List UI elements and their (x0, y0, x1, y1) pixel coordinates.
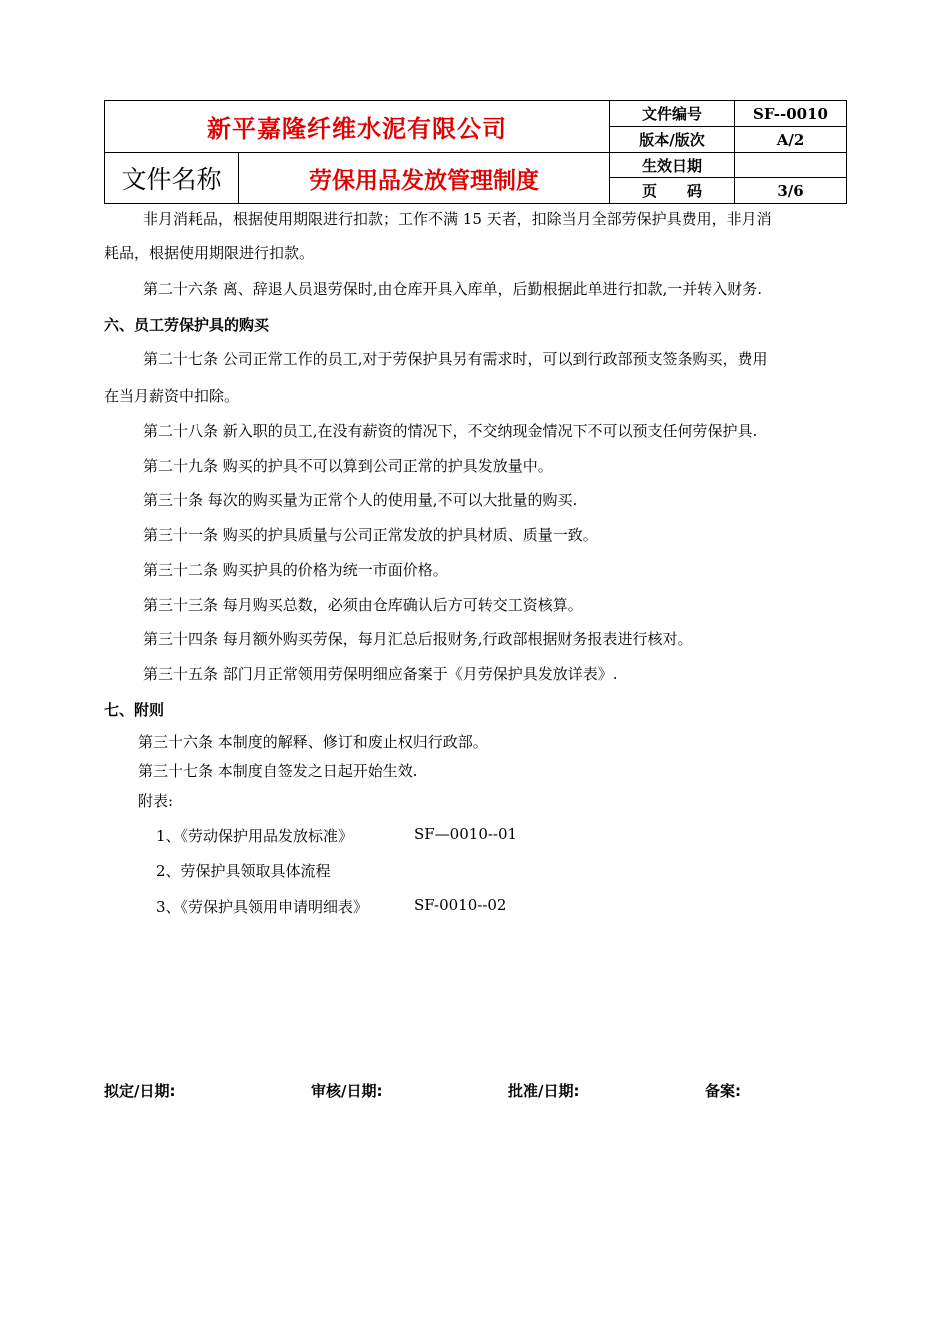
paragraph-line: 耗品，根据使用期限进行扣款。 (104, 244, 315, 262)
file-name-label-cell (105, 153, 239, 204)
appendix-item-code: SF-0010--02 (414, 896, 507, 914)
article-31: 第三十一条 购买的护具质量与公司正常发放的护具材质、质量一致。 (143, 526, 598, 544)
meta-key-version: 版本/版次 (639, 131, 705, 149)
meta-value-version: A/2 (776, 131, 805, 149)
meta-value-cell (735, 178, 847, 204)
company-name-cell (105, 101, 610, 153)
article-26: 第二十六条 离、辞退人员退劳保时,由仓库开具入库单，后勤根据此单进行扣款,一并转入财务. (143, 280, 763, 298)
article-29: 第二十九条 购买的护具不可以算到公司正常的护具发放量中。 (143, 457, 553, 475)
meta-key-cell (610, 153, 735, 178)
appendix-item-code: SF—0010--01 (414, 825, 518, 843)
file-name-label: 文件名称 (121, 165, 222, 194)
article-34: 第三十四条 每月额外购买劳保，每月汇总后报财务,行政部根据财务报表进行核对。 (143, 630, 693, 648)
meta-value-cell (735, 153, 847, 178)
article-27-line1: 第二十七条 公司正常工作的员工,对于劳保护具另有需求时，可以到行政部预支签条购买，费用 (143, 350, 768, 368)
meta-value-cell (735, 101, 847, 127)
article-37: 第三十七条 本制度自签发之日起开始生效. (138, 762, 418, 780)
article-27-line2: 在当月薪资中扣除。 (104, 387, 240, 405)
appendix-item-title: 2、劳保护具领取具体流程 (156, 862, 331, 880)
signature-record: 备案: (705, 1082, 741, 1100)
article-35: 第三十五条 部门月正常领用劳保明细应备案于《月劳保护具发放详表》. (143, 665, 618, 683)
meta-key-page: 页 码 (641, 182, 702, 200)
article-33: 第三十三条 每月购买总数，必须由仓库确认后方可转交工资核算。 (143, 596, 583, 614)
section-heading-7: 七、附则 (104, 701, 165, 719)
meta-value-page: 3/6 (777, 182, 804, 200)
article-30: 第三十条 每次的购买量为正常个人的使用量,不可以大批量的购买. (143, 491, 578, 509)
company-name: 新平嘉隆纤维水泥有限公司 (207, 115, 507, 143)
article-36: 第三十六条 本制度的解释、修订和废止权归行政部。 (138, 733, 488, 751)
meta-key-cell (610, 127, 735, 153)
meta-key-effective-date: 生效日期 (641, 156, 702, 175)
meta-value-cell (735, 127, 847, 153)
article-32: 第三十二条 购买护具的价格为统一市面价格。 (143, 561, 448, 579)
appendix-item-title: 3、《劳保护具领用申请明细表》 (156, 898, 369, 916)
appendix-item-title: 1、《劳动保护用品发放标准》 (156, 827, 354, 845)
meta-value-doc-number: SF--0010 (752, 105, 828, 123)
meta-key-cell (610, 178, 735, 204)
appendix-label: 附表: (138, 792, 174, 810)
paragraph-line: 非月消耗品，根据使用期限进行扣款；工作不满 15 天者，扣除当月全部劳保护具费用，非月消 (143, 210, 772, 228)
signature-approve: 批准/日期: (508, 1082, 580, 1100)
article-28: 第二十八条 新入职的员工,在没有薪资的情况下，不交纳现金情况下不可以预支任何劳保护具. (143, 422, 758, 440)
document-header-table (104, 100, 847, 204)
meta-key-doc-number: 文件编号 (641, 105, 702, 123)
section-heading-6: 六、员工劳保护具的购买 (104, 316, 270, 334)
signature-review: 审核/日期: (311, 1082, 383, 1100)
signature-draft: 拟定/日期: (104, 1082, 176, 1100)
doc-title-cell (239, 153, 610, 204)
doc-title: 劳保用品发放管理制度 (309, 167, 539, 194)
meta-key-cell (610, 101, 735, 127)
